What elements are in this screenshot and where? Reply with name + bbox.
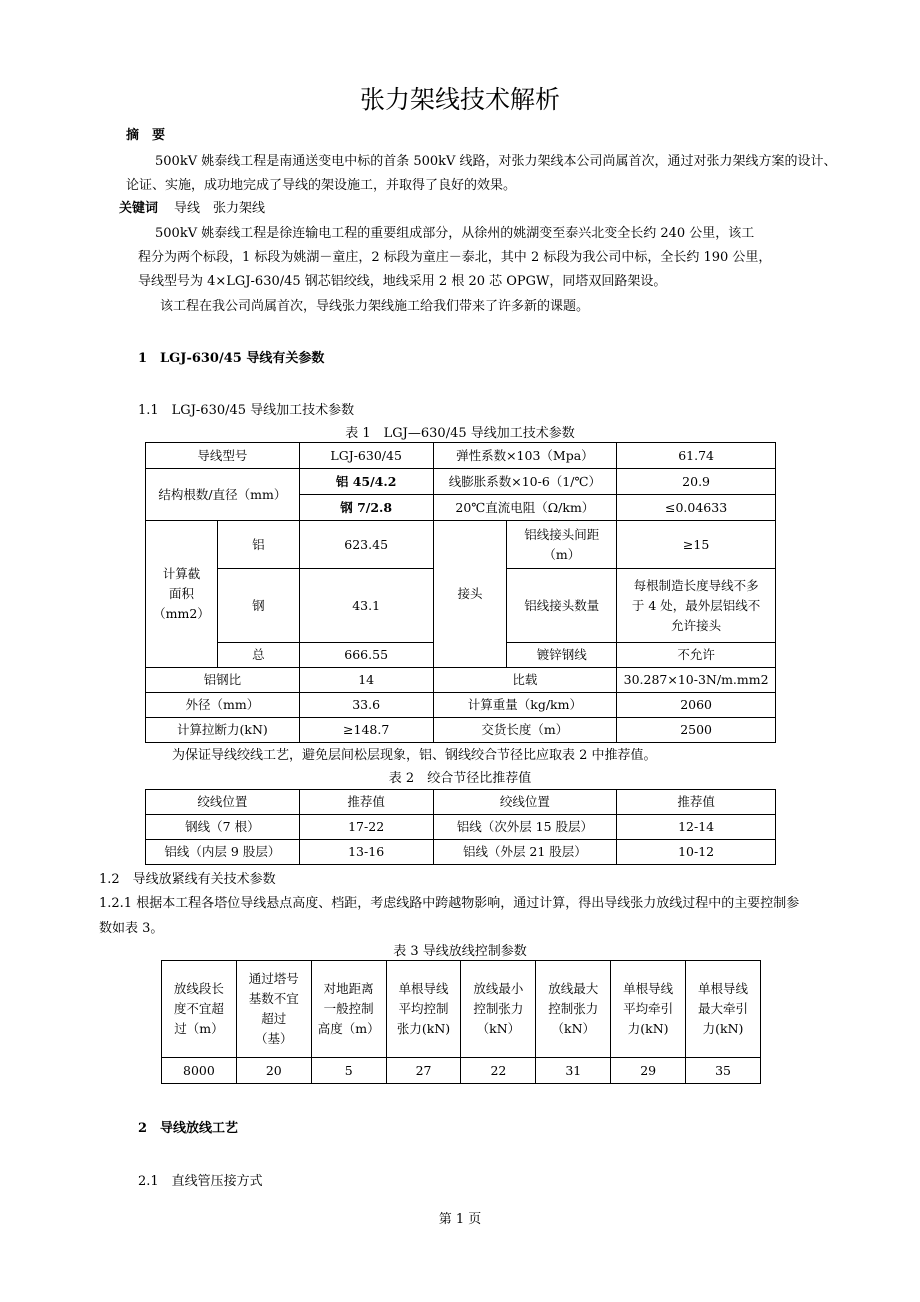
header-line: 单根导线 bbox=[398, 981, 449, 996]
section-1-1-heading: 1.1 LGJ-630/45 导线加工技术参数 bbox=[138, 403, 355, 418]
header-line: 对地距离 bbox=[323, 981, 374, 996]
table-cell: 比载 bbox=[433, 668, 617, 693]
table-cell: 铝 bbox=[217, 521, 299, 569]
header-line: 通过塔号 bbox=[248, 971, 299, 986]
table-cell: 8000 bbox=[162, 1058, 237, 1084]
table-header-cell: 推荐值 bbox=[617, 790, 776, 815]
table-cell: 导线型号 bbox=[146, 443, 300, 469]
header-line: 单根导线 bbox=[623, 981, 674, 996]
table-cell: ≥148.7 bbox=[299, 718, 433, 743]
table-cell: 镀锌钢线 bbox=[507, 643, 617, 668]
table-cell bbox=[507, 521, 617, 569]
intro-line-1: 500kV 姚泰线工程是徐连输电工程的重要组成部分，从徐州的姚湖变至泰兴北变全长约 240 公里，该工 bbox=[155, 226, 755, 241]
section-1-2-heading: 1.2 导线放紧线有关技术参数 bbox=[99, 872, 276, 887]
table-cell: 总 bbox=[217, 643, 299, 668]
intro-line-2: 程分为两个标段，1 标段为姚湖－童庄，2 标段为童庄－泰北，其中 2 标段为我公司中标，全长约 190 公里， bbox=[138, 250, 772, 265]
header-line: （基） bbox=[255, 1031, 293, 1046]
table-cell: 27 bbox=[386, 1058, 461, 1084]
table-header-cell: 推荐值 bbox=[299, 790, 433, 815]
header-line: 力(kN) bbox=[702, 1021, 744, 1036]
table-cell: ≥15 bbox=[617, 521, 776, 569]
page-title: 张力架线技术解析 bbox=[359, 85, 560, 114]
area-label-1: 计算截 bbox=[162, 566, 201, 581]
table-2 bbox=[145, 789, 776, 865]
table-2-intro: 为保证导线绞线工艺，避免层间松层现象，铝、钢线绞合节径比应取表 2 中推荐值。 bbox=[172, 748, 657, 763]
abstract-text-1: 500kV 姚泰线工程是南通送变电中标的首条 500kV 线路，对张力架线本公司尚属首次，通过对张力架线方案的设计、 bbox=[155, 154, 837, 169]
table-cell: 铝线（外层 21 股层） bbox=[433, 840, 617, 865]
header-line: 最大牵引 bbox=[698, 1001, 749, 1016]
table-cell: 623.45 bbox=[299, 521, 433, 569]
section-1-heading: 1 LGJ-630/45 导线有关参数 bbox=[138, 351, 325, 366]
header-line: 度不宜超 bbox=[173, 1001, 224, 1016]
header-line: 单根导线 bbox=[698, 981, 749, 996]
page-footer: 第 1 页 bbox=[438, 1212, 482, 1227]
header-line: 一般控制 bbox=[323, 1001, 374, 1016]
header-line: 控制张力 bbox=[473, 1001, 524, 1016]
table-cell: 33.6 bbox=[299, 693, 433, 718]
table-cell: 61.74 bbox=[617, 443, 776, 469]
header-line: 基数不宜 bbox=[248, 991, 299, 1006]
header-line: 过（m） bbox=[174, 1021, 224, 1036]
table-cell: 交货长度（m） bbox=[433, 718, 617, 743]
intro-line-3: 导线型号为 4×LGJ-630/45 钢芯铝绞线，地线采用 2 根 20 芯 OPGW，同塔双回路架设。 bbox=[138, 274, 667, 289]
table-cell: 22 bbox=[461, 1058, 536, 1084]
table-cell: 29 bbox=[611, 1058, 686, 1084]
header-line: 平均控制 bbox=[398, 1001, 449, 1016]
header-line: 高度（m） bbox=[317, 1021, 380, 1036]
table-cell: 12-14 bbox=[617, 815, 776, 840]
table-cell: 2500 bbox=[617, 718, 776, 743]
table-header-cell bbox=[536, 961, 611, 1058]
table-cell bbox=[146, 521, 218, 668]
table-cell: ≤0.04633 bbox=[617, 495, 776, 521]
table-cell: 17-22 bbox=[299, 815, 433, 840]
table-header-cell bbox=[386, 961, 461, 1058]
table-cell: 20℃直流电阻（Ω/km） bbox=[433, 495, 617, 521]
table-header-cell bbox=[162, 961, 237, 1058]
table-cell: 结构根数/直径（mm） bbox=[146, 469, 300, 521]
area-label-3: （mm2） bbox=[153, 606, 210, 621]
joint-count-value-1: 每根制造长度导线不多 bbox=[633, 577, 759, 593]
table-cell: 20.9 bbox=[617, 469, 776, 495]
table-3 bbox=[161, 960, 761, 1084]
header-line: 放线最小 bbox=[473, 981, 524, 996]
table-cell: 20 bbox=[236, 1058, 311, 1084]
table-cell: 外径（mm） bbox=[146, 693, 300, 718]
table-header-cell bbox=[461, 961, 536, 1058]
section-1-2-1-text-2: 数如表 3。 bbox=[99, 921, 164, 936]
table-1 bbox=[145, 442, 776, 743]
header-line: 控制张力 bbox=[548, 1001, 599, 1016]
table-header-cell bbox=[311, 961, 386, 1058]
table-cell: 铝钢比 bbox=[146, 668, 300, 693]
table-cell: 钢 7/2.8 bbox=[299, 495, 433, 521]
table-1-caption: 表 1 LGJ—630/45 导线加工技术参数 bbox=[345, 426, 575, 441]
table-cell: 铝线（内层 9 股层） bbox=[146, 840, 300, 865]
table-cell: 30.287×10-3N/m.mm2 bbox=[617, 668, 776, 693]
table-cell: 钢线（7 根） bbox=[146, 815, 300, 840]
table-cell: 666.55 bbox=[299, 643, 433, 668]
abstract-text-2: 论证、实施，成功地完成了导线的架设施工，并取得了良好的效果。 bbox=[126, 178, 517, 193]
header-line: （kN） bbox=[476, 1021, 521, 1036]
header-line: 放线最大 bbox=[548, 981, 599, 996]
abstract-label: 摘 要 bbox=[126, 128, 166, 143]
table-cell: 13-16 bbox=[299, 840, 433, 865]
section-2-heading: 2 导线放线工艺 bbox=[138, 1121, 239, 1136]
table-cell: 铝线（次外层 15 股层） bbox=[433, 815, 617, 840]
intro-line-4: 该工程在我公司尚属首次，导线张力架线施工给我们带来了许多新的课题。 bbox=[160, 299, 590, 314]
section-2-1-heading: 2.1 直线管压接方式 bbox=[138, 1174, 263, 1189]
table-header-cell: 绞线位置 bbox=[433, 790, 617, 815]
table-3-caption: 表 3 导线放线控制参数 bbox=[393, 944, 527, 959]
table-cell: 10-12 bbox=[617, 840, 776, 865]
table-cell: 14 bbox=[299, 668, 433, 693]
area-label-2: 面积 bbox=[168, 586, 194, 601]
header-line: 放线段长 bbox=[173, 981, 224, 996]
table-cell: 铝线接头数量 bbox=[507, 569, 617, 643]
table-cell: 计算拉断力(kN) bbox=[146, 718, 300, 743]
table-cell: 弹性系数×103（Mpa） bbox=[433, 443, 617, 469]
table-cell: 2060 bbox=[617, 693, 776, 718]
table-cell: 钢 bbox=[217, 569, 299, 643]
header-line: 超过 bbox=[261, 1011, 287, 1026]
header-line: （kN） bbox=[551, 1021, 596, 1036]
header-line: 力(kN) bbox=[627, 1021, 669, 1036]
keywords-label: 关键词 bbox=[119, 201, 159, 216]
joint-spacing-label-2: （m） bbox=[543, 546, 581, 562]
table-cell: 43.1 bbox=[299, 569, 433, 643]
joint-count-value-2: 于 4 处，最外层铝线不 bbox=[631, 597, 761, 613]
header-line: 平均牵引 bbox=[623, 1001, 674, 1016]
table-cell: 31 bbox=[536, 1058, 611, 1084]
table-cell: 5 bbox=[311, 1058, 386, 1084]
table-cell: 计算重量（kg/km） bbox=[433, 693, 617, 718]
section-1-2-1-text-1: 1.2.1 根据本工程各塔位导线悬点高度、档距，考虑线路中跨越物影响，通过计算，得出导线张力放线过程中的主要控制参 bbox=[99, 896, 800, 911]
table-cell: LGJ-630/45 bbox=[299, 443, 433, 469]
table-cell: 不允许 bbox=[617, 643, 776, 668]
joint-spacing-label-1: 铝线接头间距 bbox=[524, 526, 600, 542]
table-cell bbox=[617, 569, 776, 643]
table-cell: 线膨胀系数×10-6（1/℃） bbox=[433, 469, 617, 495]
table-header-cell: 绞线位置 bbox=[146, 790, 300, 815]
keywords-value: 导线 张力架线 bbox=[174, 201, 266, 216]
table-cell: 铝 45/4.2 bbox=[299, 469, 433, 495]
table-header-cell bbox=[236, 961, 311, 1058]
header-line: 张力(kN) bbox=[396, 1021, 451, 1036]
joint-count-value-3: 允许接头 bbox=[671, 617, 722, 633]
table-2-caption: 表 2 绞合节径比推荐值 bbox=[388, 771, 532, 786]
table-header-cell bbox=[686, 961, 761, 1058]
table-header-cell bbox=[611, 961, 686, 1058]
table-cell: 接头 bbox=[433, 521, 507, 668]
table-cell: 35 bbox=[686, 1058, 761, 1084]
